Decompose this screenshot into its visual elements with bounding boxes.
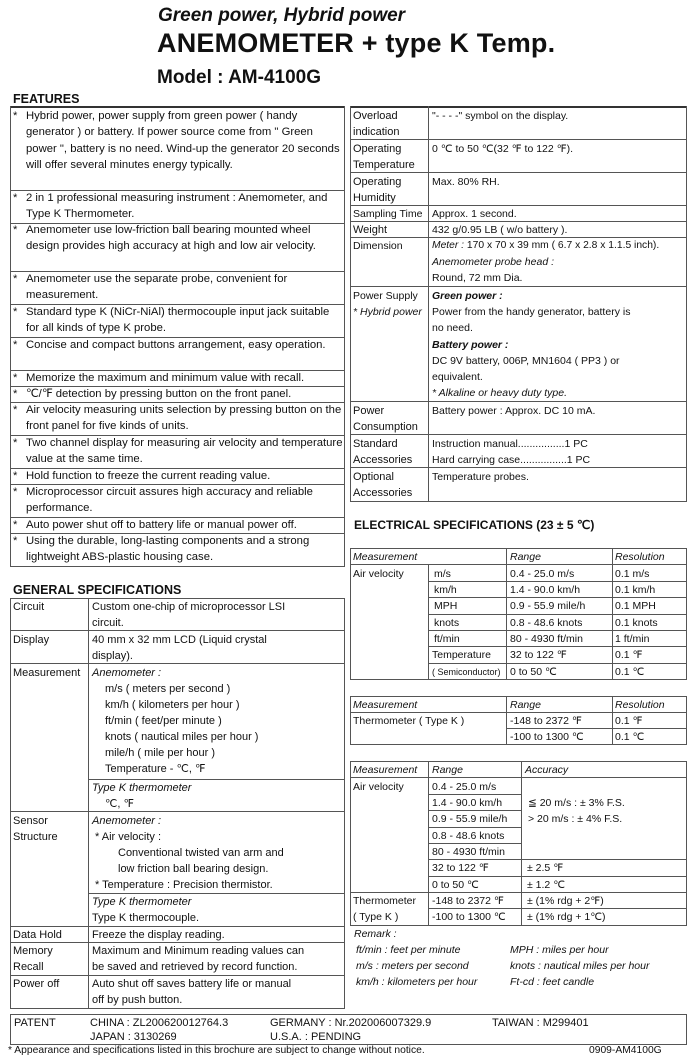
t3-accuracy-c: ± 1.2 ℃ bbox=[527, 879, 565, 891]
feature-text: Concise and compact buttons arrangement, easy operation. bbox=[26, 339, 326, 351]
bullet-marker: * bbox=[13, 437, 18, 449]
hybrid-power-label: * Hybrid power bbox=[353, 306, 422, 318]
unit-ftmin: ft/min ( feet/per minute ) bbox=[105, 715, 222, 727]
ophum-label-1: Operating bbox=[353, 176, 402, 188]
unit-knots: knots ( nautical miles per hour ) bbox=[105, 731, 259, 743]
sampling-value: Approx. 1 second. bbox=[432, 208, 517, 220]
t3-header-accuracy: Accuracy bbox=[525, 764, 569, 776]
feature-item bbox=[12, 337, 345, 353]
patent-taiwan: TAIWAN : M299401 bbox=[492, 1017, 589, 1029]
dimension-label: Dimension bbox=[353, 240, 403, 252]
display-label: Display bbox=[13, 634, 50, 646]
bullet-marker: * bbox=[13, 535, 18, 547]
t3-thermo-range-c: -100 to 1300 ℃ bbox=[432, 911, 506, 923]
battery-power-value-2: equivalent. bbox=[432, 371, 483, 383]
feature-item bbox=[12, 304, 345, 337]
bullet-marker: * bbox=[13, 470, 18, 482]
consumption-label-2: Consumption bbox=[353, 421, 418, 433]
t3-thermo-acc-c: ± (1% rdg + 1℃) bbox=[527, 911, 606, 923]
t1-range-cell: 0.9 - 55.9 mile/h bbox=[510, 600, 586, 612]
patent-usa: U.S.A. : PENDING bbox=[270, 1031, 362, 1043]
t1-range-cell: 1.4 - 90.0 km/h bbox=[510, 584, 581, 596]
bullet-marker: * bbox=[13, 110, 18, 122]
t1-air-velocity: Air velocity bbox=[353, 568, 404, 580]
t3-thermometer-label-1: Thermometer bbox=[353, 895, 417, 907]
poweroff-value-1: Auto shut off saves battery life or manual bbox=[92, 978, 292, 990]
t1-resolution-cell: 1 ft/min bbox=[615, 633, 650, 645]
probe-head-label: Anemometer probe head : bbox=[432, 256, 554, 268]
t1-header-range: Range bbox=[510, 551, 541, 563]
t2-res-f: 0.1 ℉ bbox=[615, 715, 643, 727]
feature-text: Using the durable, long-lasting components and a strong lightweight ABS-plastic housing case. bbox=[26, 535, 310, 564]
feature-text: Hybrid power, power supply from green power ( handy generator ) or battery. If power source come from " Green power ", battery is no need. Wind-up the generator 20 seconds will offer several minutes energy typically. bbox=[26, 110, 340, 172]
feature-text: Auto power shut off to battery life or manual power off. bbox=[26, 519, 297, 531]
weight-label: Weight bbox=[353, 224, 388, 236]
t1-unit-cell: knots bbox=[434, 617, 460, 629]
circuit-label: Circuit bbox=[13, 601, 45, 613]
t3-header-range: Range bbox=[432, 764, 463, 776]
product-title: ANEMOMETER + type K Temp. bbox=[157, 28, 556, 58]
electrical-spec-heading: ELECTRICAL SPECIFICATIONS (23 ± 5 ℃) bbox=[354, 518, 595, 532]
feature-item bbox=[12, 468, 345, 484]
t1-unit-cell: Temperature bbox=[432, 649, 491, 661]
t3-thermo-acc-f: ± (1% rdg + 2℉) bbox=[527, 895, 604, 907]
feature-text: ℃/℉ detection by pressing button on the front panel. bbox=[26, 388, 292, 400]
feature-text: Standard type K (NiCr-NiAl) thermocouple input jack suitable for all kinds of type K probe. bbox=[26, 306, 330, 335]
t2-header-range: Range bbox=[510, 699, 541, 711]
accessories-label-2: Accessories bbox=[353, 454, 413, 466]
unit-kmh: km/h ( kilometers per hour ) bbox=[105, 699, 240, 711]
t2-res-c: 0.1 ℃ bbox=[615, 731, 645, 743]
remark-mph: MPH : miles per hour bbox=[510, 944, 609, 956]
feature-item bbox=[12, 484, 345, 517]
ophum-label-2: Humidity bbox=[353, 192, 396, 204]
optemp-value: 0 ℃ to 50 ℃(32 ℉ to 122 ℉). bbox=[432, 143, 574, 155]
general-spec-heading: GENERAL SPECIFICATIONS bbox=[13, 583, 182, 597]
typek-label: Type K thermometer bbox=[92, 782, 192, 794]
bullet-marker: * bbox=[13, 273, 18, 285]
t2-header-measurement: Measurement bbox=[353, 699, 418, 711]
measurement-label: Measurement bbox=[13, 667, 81, 679]
ophum-value: Max. 80% RH. bbox=[432, 176, 500, 188]
t3-range-cell: 1.4 - 90.0 km/h bbox=[432, 797, 503, 809]
feature-text: Memorize the maximum and minimum value with recall. bbox=[26, 372, 305, 384]
t3-accuracy-f: ± 2.5 ℉ bbox=[527, 862, 564, 874]
battery-power-value-1: DC 9V battery, 006P, MN1604 ( PP3 ) or bbox=[432, 355, 620, 367]
t1-unit-cell: MPH bbox=[434, 600, 458, 612]
t3-range-cell: 0 to 50 ℃ bbox=[432, 879, 479, 891]
remark-ms: m/s : meters per second bbox=[356, 960, 469, 972]
hold-label: Data Hold bbox=[13, 929, 62, 941]
battery-power-label: Battery power : bbox=[432, 339, 509, 351]
air-velocity-sensor: * Air velocity : bbox=[95, 831, 162, 843]
memory-value-1: Maximum and Minimum reading values can bbox=[92, 945, 305, 957]
sensor-anemometer-label: Anemometer : bbox=[92, 815, 162, 827]
t3-range-cell: 80 - 4930 ft/min bbox=[432, 846, 505, 858]
t3-thermometer-label-2: ( Type K ) bbox=[353, 911, 399, 923]
anemometer-label: Anemometer : bbox=[92, 667, 162, 679]
accessories-label-1: Standard bbox=[353, 438, 398, 450]
remark-ftcd: Ft-cd : feet candle bbox=[510, 976, 595, 988]
bullet-marker: * bbox=[13, 224, 18, 236]
patent-label: PATENT bbox=[14, 1017, 56, 1029]
footer-note: * Appearance and specifications listed in this brochure are subject to change without notice. bbox=[8, 1045, 425, 1056]
meter-label: Meter : bbox=[432, 240, 465, 251]
t1-range-cell: 80 - 4930 ft/min bbox=[510, 633, 583, 645]
feature-text: Anemometer use low-friction ball bearing mounted wheel design provides high accuracy at high and low air velocity. bbox=[26, 224, 316, 253]
feature-text: 2 in 1 professional measuring instrument : Anemometer, and Type K Thermometer. bbox=[26, 192, 328, 221]
weight-value: 432 g/0.95 LB ( w/o battery ). bbox=[432, 224, 568, 236]
feature-item bbox=[12, 402, 345, 435]
temperature-sensor: * Temperature : Precision thermistor. bbox=[95, 879, 273, 891]
green-power-label: Green power : bbox=[432, 290, 503, 302]
t1-range-cell: 32 to 122 ℉ bbox=[510, 649, 567, 661]
optemp-label-1: Operating bbox=[353, 143, 402, 155]
t3-range-cell: 0.8 - 48.6 knots bbox=[432, 830, 505, 842]
feature-item bbox=[12, 435, 345, 468]
sensor-label-2: Structure bbox=[13, 831, 58, 843]
t1-unit-cell: ( Semiconductor) bbox=[432, 667, 501, 677]
feature-item bbox=[12, 222, 345, 255]
t1-resolution-cell: 0.1 ℉ bbox=[615, 649, 643, 661]
t1-range-cell: 0.8 - 48.6 knots bbox=[510, 617, 583, 629]
t3-range-cell: 32 to 122 ℉ bbox=[432, 862, 489, 874]
bullet-marker: * bbox=[13, 486, 18, 498]
meter-value: 170 x 70 x 39 mm ( 6.7 x 2.8 x 1.1.5 inch). bbox=[464, 240, 660, 251]
t3-header-measurement: Measurement bbox=[353, 764, 418, 776]
bullet-marker: * bbox=[13, 404, 18, 416]
t1-resolution-cell: 0.1 knots bbox=[615, 617, 658, 629]
feature-divider bbox=[10, 566, 345, 567]
features-heading: FEATURES bbox=[13, 92, 80, 106]
feature-item bbox=[12, 108, 345, 174]
optional-value: Temperature probes. bbox=[432, 471, 529, 483]
model-number: Model : AM-4100G bbox=[157, 67, 321, 88]
remark-knots: knots : nautical miles per hour bbox=[510, 960, 650, 972]
t2-range-c: -100 to 1300 ℃ bbox=[510, 731, 584, 743]
t2-thermometer-label: Thermometer ( Type K ) bbox=[353, 715, 465, 727]
bullet-marker: * bbox=[13, 519, 18, 531]
green-power-value-2: no need. bbox=[432, 322, 473, 334]
t1-resolution-cell: 0.1 ℃ bbox=[615, 666, 645, 678]
t1-range-cell: 0.4 - 25.0 m/s bbox=[510, 568, 575, 580]
overload-value: "- - - -" symbol on the display. bbox=[432, 110, 569, 122]
feature-text: Microprocessor circuit assures high accuracy and reliable performance. bbox=[26, 486, 313, 515]
consumption-label-1: Power bbox=[353, 405, 385, 417]
memory-label-2: Recall bbox=[13, 961, 44, 973]
air-velocity-detail-2: low friction ball bearing design. bbox=[118, 863, 269, 875]
t1-range-cell: 0 to 50 ℃ bbox=[510, 666, 557, 678]
green-power-value-1: Power from the handy generator, battery is bbox=[432, 306, 631, 318]
display-value-2: display). bbox=[92, 650, 133, 662]
overload-label-1: Overload bbox=[353, 110, 398, 122]
poweroff-value-2: off by push button. bbox=[92, 994, 183, 1006]
remark-ftmin: ft/min : feet per minute bbox=[356, 944, 461, 956]
t3-accuracy-high: > 20 m/s : ± 4% F.S. bbox=[528, 813, 623, 825]
optemp-label-2: Temperature bbox=[353, 159, 415, 171]
patent-japan: JAPAN : 3130269 bbox=[90, 1031, 177, 1043]
sensor-typek-label: Type K thermometer bbox=[92, 896, 192, 908]
patent-china: CHINA : ZL200620012764.3 bbox=[90, 1017, 229, 1029]
display-value-1: 40 mm x 32 mm LCD (Liquid crystal bbox=[92, 634, 267, 646]
accessories-value-1: Instruction manual................1 PC bbox=[432, 438, 588, 450]
t2-range-f: -148 to 2372 ℉ bbox=[510, 715, 582, 727]
footer-code: 0909-AM4100G bbox=[589, 1045, 662, 1056]
feature-text: Hold function to freeze the current reading value. bbox=[26, 470, 271, 482]
feature-item bbox=[12, 271, 345, 304]
bullet-marker: * bbox=[13, 192, 18, 204]
sampling-label: Sampling Time bbox=[353, 208, 423, 220]
t3-range-cell: 0.9 - 55.9 mile/h bbox=[432, 813, 508, 825]
overload-label-2: indication bbox=[353, 126, 400, 138]
feature-item bbox=[12, 533, 345, 566]
feature-text: Two channel display for measuring air velocity and temperature value at the same time. bbox=[26, 437, 343, 466]
memory-value-2: be saved and retrieved by record function. bbox=[92, 961, 298, 973]
circuit-value-1: Custom one-chip of microprocessor LSI bbox=[92, 601, 286, 613]
accessories-value-2: Hard carrying case................1 PC bbox=[432, 454, 591, 466]
sensor-typek: Type K thermocouple. bbox=[92, 912, 200, 924]
remark-label: Remark : bbox=[354, 928, 397, 940]
feature-item bbox=[12, 370, 345, 386]
poweroff-label: Power off bbox=[13, 978, 60, 990]
bullet-marker: * bbox=[13, 306, 18, 318]
bullet-marker: * bbox=[13, 388, 18, 400]
alkaline-note: * Alkaline or heavy duty type. bbox=[432, 387, 568, 399]
feature-text: Anemometer use the separate probe, convenient for measurement. bbox=[26, 273, 288, 302]
bullet-marker: * bbox=[13, 372, 18, 384]
t1-resolution-cell: 0.1 m/s bbox=[615, 568, 650, 580]
optional-label-1: Optional bbox=[353, 471, 394, 483]
tagline: Green power, Hybrid power bbox=[158, 5, 406, 26]
feature-item bbox=[12, 190, 345, 223]
feature-item bbox=[12, 517, 345, 533]
probe-head-value: Round, 72 mm Dia. bbox=[432, 272, 523, 284]
remark-kmh: km/h : kilometers per hour bbox=[356, 976, 478, 988]
t3-accuracy-low: ≦ 20 m/s : ± 3% F.S. bbox=[528, 797, 625, 809]
sensor-label-1: Sensor bbox=[13, 815, 48, 827]
t1-unit-cell: ft/min bbox=[434, 633, 460, 645]
consumption-value: Battery power : Approx. DC 10 mA. bbox=[432, 405, 596, 417]
unit-ms: m/s ( meters per second ) bbox=[105, 683, 231, 695]
unit-mileh: mile/h ( mile per hour ) bbox=[105, 747, 216, 759]
t1-header-measurement: Measurement bbox=[353, 551, 418, 563]
circuit-value-2: circuit. bbox=[92, 617, 124, 629]
feature-text: Air velocity measuring units selection by pressing button on the front panel for five kinds of units. bbox=[26, 404, 342, 433]
t1-header-resolution: Resolution bbox=[615, 551, 665, 563]
bullet-marker: * bbox=[13, 339, 18, 351]
t1-unit-cell: km/h bbox=[434, 584, 457, 596]
patent-germany: GERMANY : Nr.202006007329.9 bbox=[270, 1017, 432, 1029]
hold-value: Freeze the display reading. bbox=[92, 929, 225, 941]
typek-units: ℃, ℉ bbox=[105, 798, 134, 810]
unit-temperature: Temperature - ℃, ℉ bbox=[105, 763, 206, 775]
t1-resolution-cell: 0.1 km/h bbox=[615, 584, 656, 596]
t3-air-velocity: Air velocity bbox=[353, 781, 404, 793]
t3-range-cell: 0.4 - 25.0 m/s bbox=[432, 781, 497, 793]
t2-header-resolution: Resolution bbox=[615, 699, 665, 711]
power-supply-label: Power Supply bbox=[353, 290, 418, 302]
feature-item bbox=[12, 386, 345, 402]
t1-resolution-cell: 0.1 MPH bbox=[615, 600, 656, 612]
optional-label-2: Accessories bbox=[353, 487, 413, 499]
air-velocity-detail-1: Conventional twisted van arm and bbox=[118, 847, 284, 859]
t3-thermo-range-f: -148 to 2372 ℉ bbox=[432, 895, 504, 907]
memory-label-1: Memory bbox=[13, 945, 53, 957]
t1-unit-cell: m/s bbox=[434, 568, 451, 580]
